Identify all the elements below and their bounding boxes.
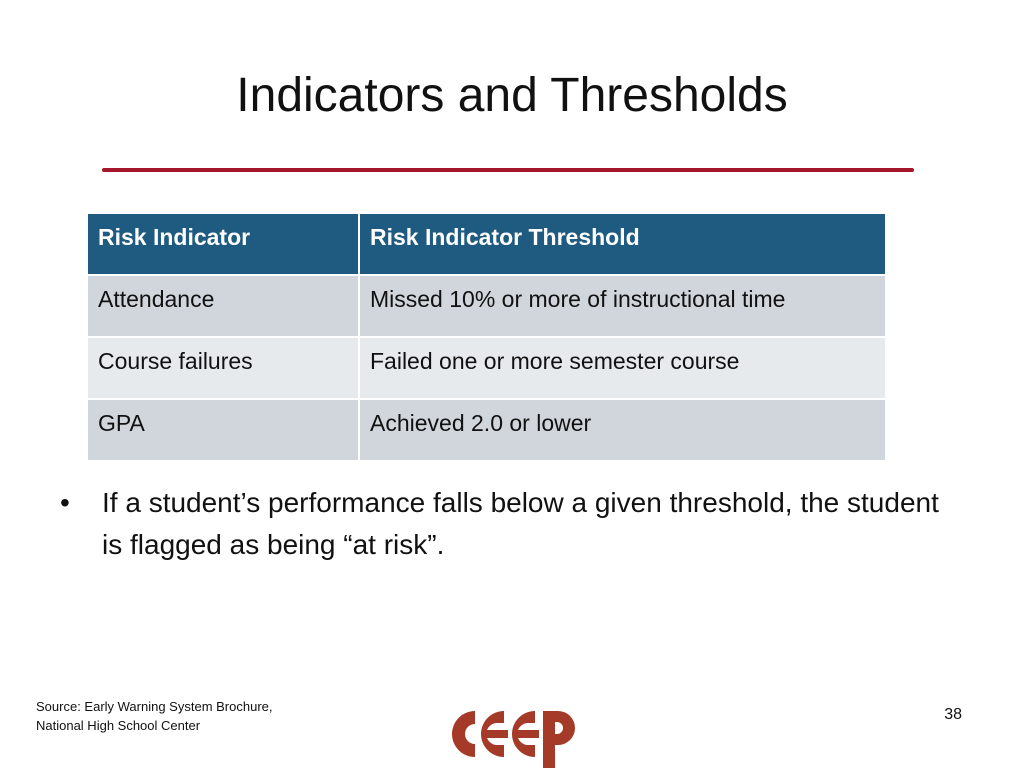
cell-indicator: Course failures [87,337,359,399]
risk-indicator-table [86,212,887,462]
ceep-logo-icon [452,711,575,768]
cell-indicator: GPA [87,399,359,461]
header-risk-threshold: Risk Indicator Threshold [359,213,886,275]
table-row [87,275,886,337]
page-number: 38 [944,706,962,723]
cell-threshold: Failed one or more semester course [359,337,886,399]
table-header-row [87,213,886,275]
ceep-logo [444,700,580,768]
header-risk-indicator: Risk Indicator [87,213,359,275]
source-line-1: Source: Early Warning System Brochure, [36,699,273,714]
bullet-glyph: • [60,487,70,518]
source-line-2: National High School Center [36,718,201,733]
cell-threshold: Achieved 2.0 or lower [359,399,886,461]
bullet-text: If a student’s performance falls below a given threshold, the student is flagged as being “at risk”. [102,487,939,560]
cell-indicator: Attendance [87,275,359,337]
table-row [87,399,886,461]
table-row [87,337,886,399]
title-underline [102,168,914,172]
source-citation [36,697,273,735]
bullet-point [58,482,958,566]
slide-title: Indicators and Thresholds [236,69,788,122]
cell-threshold: Missed 10% or more of instructional time [359,275,886,337]
